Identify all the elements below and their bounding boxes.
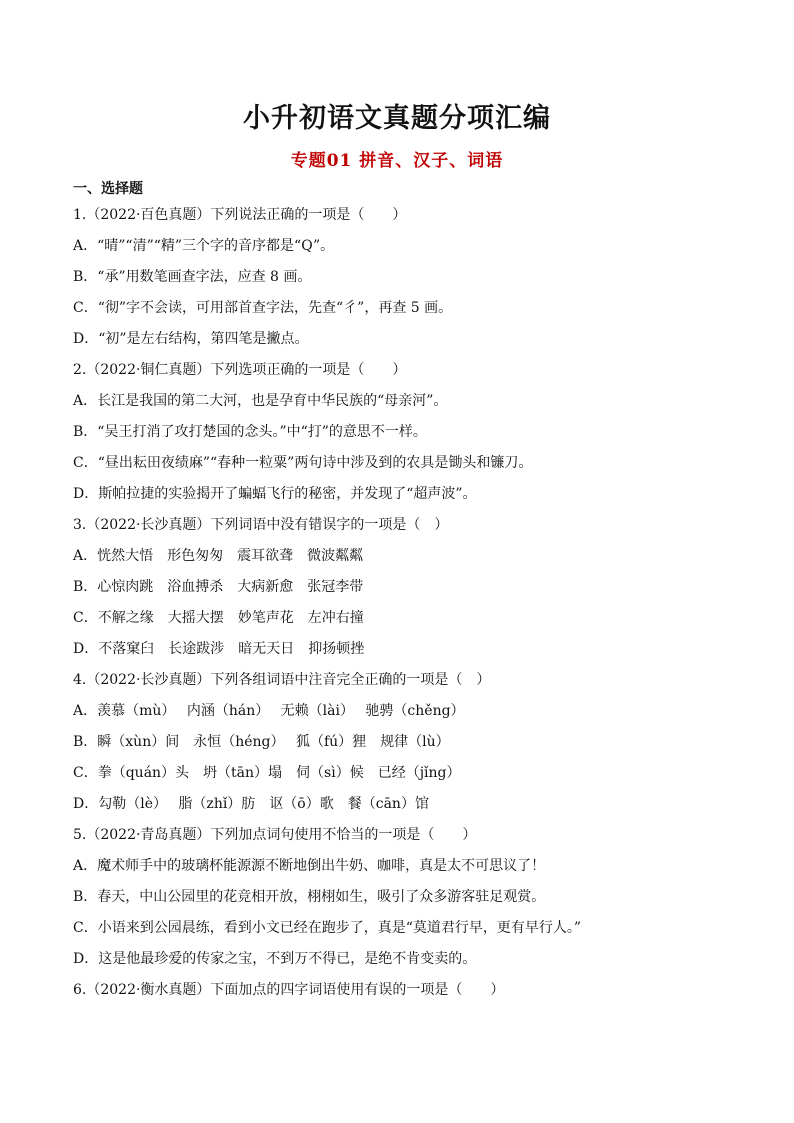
- question-3-stem: 3.（2022·长沙真题）下列词语中没有错误字的一项是（ ）: [73, 517, 449, 533]
- page-subtitle: 专题01 拼音、汉子、词语: [290, 151, 504, 171]
- question-1-option-d: D．“初”是左右结构，第四笔是撇点。: [73, 331, 309, 347]
- question-5-stem: 5.（2022·青岛真题）下列加点词句使用不恰当的一项是（ ）: [73, 827, 477, 843]
- question-5-option-c: C．小语来到公园晨练，看到小文已经在跑步了，真是“莫道君行早，更有早行人。”: [73, 920, 582, 936]
- question-list: [73, 203, 733, 1009]
- question-3-option-c: C．不解之缘 大摇大摆 妙笔声花 左冲右撞: [73, 610, 364, 626]
- section-heading: 一、选择题: [73, 181, 143, 197]
- question-3-option-b: B．心惊肉跳 浴血搏杀 大病新愈 张冠李带: [73, 579, 364, 595]
- question-2-option-b: B．“吴王打消了攻打楚国的念头。”中“打”的意思不一样。: [73, 424, 427, 440]
- question-5-option-d: D．这是他最珍爱的传家之宝，不到万不得已，是绝不肯变卖的。: [73, 951, 477, 967]
- question-2-option-c: C．“昼出耘田夜绩麻”“春种一粒粟”两句诗中涉及到的农具是锄头和镰刀。: [73, 455, 533, 471]
- question-3-option-d: D．不落窠臼 长途跋涉 暗无天日 抑扬顿挫: [73, 641, 365, 657]
- question-5-option-b: B．春天，中山公园里的花竞相开放，栩栩如生，吸引了众多游客驻足观赏。: [73, 889, 546, 905]
- question-4-option-c: C．拳（quán）头 坍（tān）塌 伺（sì）候 已经（jǐng）: [73, 765, 461, 781]
- question-1-option-a: A．“晴”“清”“精”三个字的音序都是“Q”。: [73, 238, 335, 254]
- question-2-stem: 2.（2022·铜仁真题）下列选项正确的一项是（ ）: [73, 362, 407, 378]
- question-4-option-a: A．羡慕（mù） 内涵（hán） 无赖（lài） 驰骋（chěng）: [73, 703, 465, 719]
- question-4-stem: 4.（2022·长沙真题）下列各组词语中注音完全正确的一项是（ ）: [73, 672, 491, 688]
- question-5-option-a: A．魔术师手中的玻璃杯能源源不断地倒出牛奶、咖啡，真是太不可思议了！: [73, 858, 546, 874]
- question-6-stem: 6.（2022·衡水真题）下面加点的四字词语使用有误的一项是（ ）: [73, 982, 505, 998]
- question-2-option-d: D．斯帕拉捷的实验揭开了蝙蝠飞行的秘密，并发现了“超声波”。: [73, 486, 477, 502]
- question-2-option-a: A．长江是我国的第二大河，也是孕育中华民族的“母亲河”。: [73, 393, 448, 409]
- question-4-option-b: B．瞬（xùn）间 永恒（héng） 狐（fú）狸 规律（lù）: [73, 734, 450, 750]
- question-4-option-d: D．勾勒（lè） 脂（zhǐ）肪 讴（ō）歌 餐（cān）馆: [73, 796, 429, 812]
- question-1-stem: 1.（2022·百色真题）下列说法正确的一项是（ ）: [73, 207, 407, 223]
- page-title: 小升初语文真题分项汇编: [243, 103, 551, 134]
- question-1-option-c: C．“彻”字不会读，可用部首查字法，先查“彳”，再查 5 画。: [73, 300, 453, 316]
- question-3-option-a: A．恍然大悟 形色匆匆 震耳欲聋 微波粼粼: [73, 548, 364, 564]
- question-1-option-b: B．“承”用数笔画查字法，应查 8 画。: [73, 269, 312, 285]
